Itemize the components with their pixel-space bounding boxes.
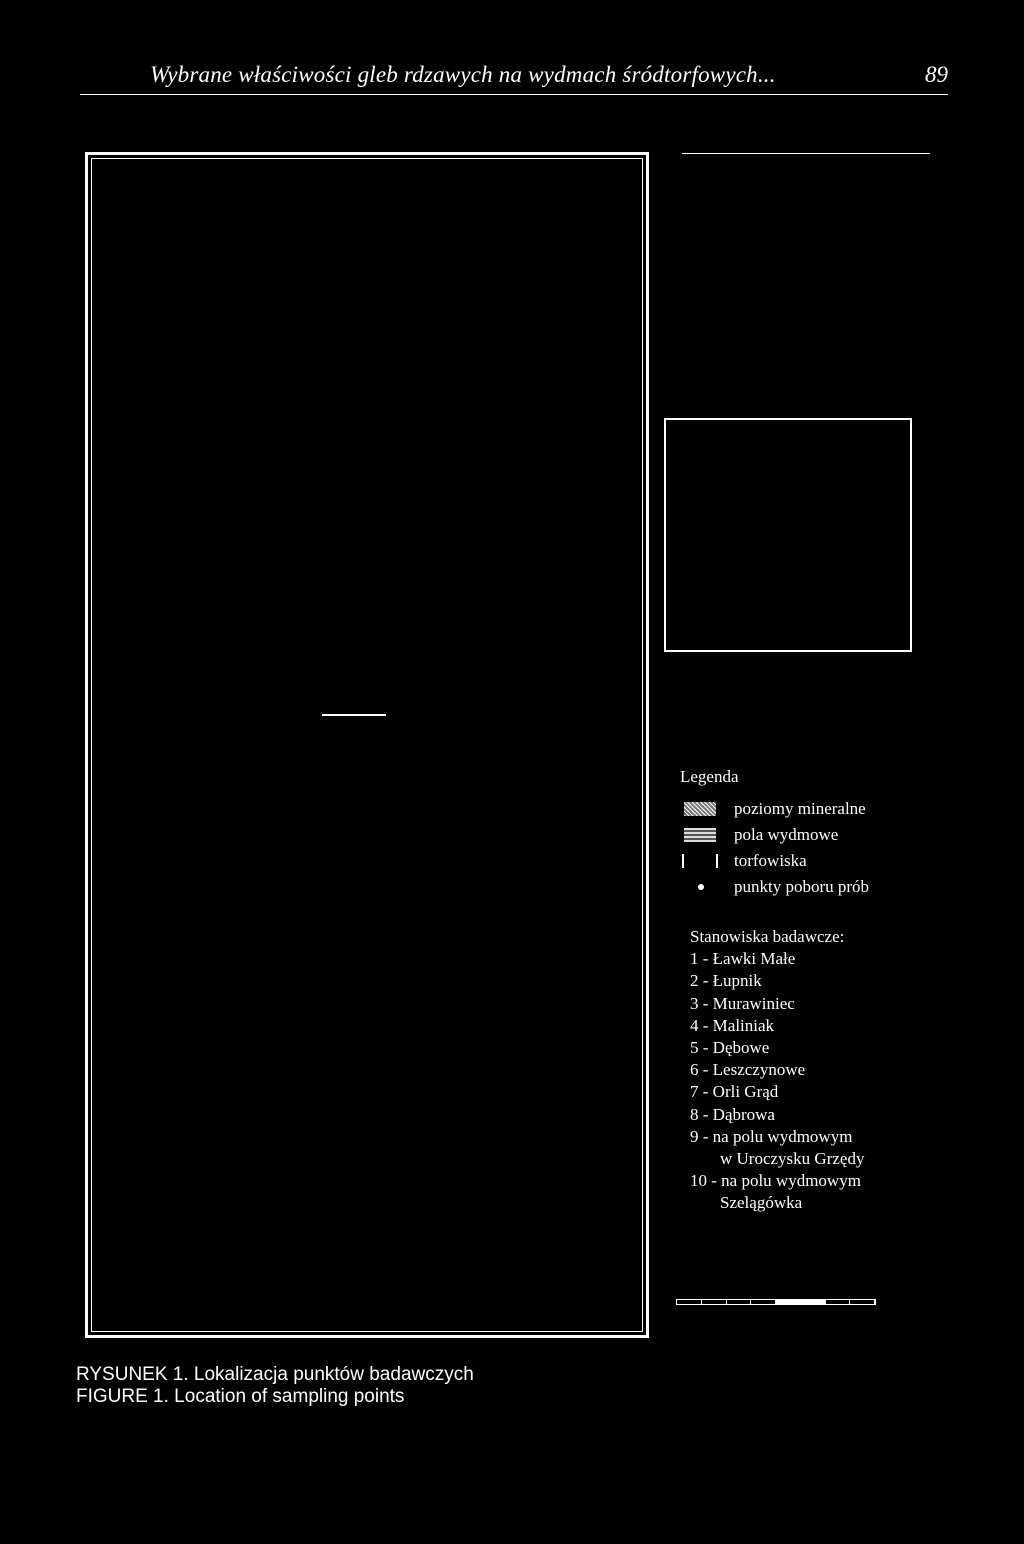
sites-title: Stanowiska badawcze: <box>690 927 845 946</box>
legend-item-peat <box>680 848 1000 874</box>
site-item: 2 - Łupnik <box>690 971 762 991</box>
site-item: 8 - Dąbrowa <box>690 1104 775 1124</box>
page-number: 89 <box>925 62 948 87</box>
legend-item-mineral <box>680 796 1000 822</box>
site-item-continuation: Szelągówka <box>720 1193 803 1213</box>
site-item: 7 - Orli Grąd <box>690 1082 779 1102</box>
legend-item-points <box>680 874 1000 900</box>
scale-segment <box>677 1300 702 1304</box>
map-line-mark <box>322 714 386 716</box>
legend-label: poziomy mineralne <box>734 799 866 818</box>
figure-caption <box>76 1364 474 1408</box>
site-item: 10 - na polu wydmowym <box>690 1171 861 1191</box>
site-item: 3 - Murawiniec <box>690 993 795 1013</box>
legend <box>680 764 1000 900</box>
legend-label: pola wydmowe <box>734 825 839 844</box>
sampling-point-dot-icon <box>698 884 704 890</box>
peatland-swatch-icon <box>682 854 718 868</box>
site-item: 1 - Ławki Małe <box>690 949 796 969</box>
map-top-rule <box>682 153 930 154</box>
site-item: 9 - na polu wydmowym <box>690 1126 853 1146</box>
map-frame <box>85 152 649 1338</box>
legend-label: punkty poboru prób <box>734 877 870 896</box>
research-sites-list <box>690 926 1010 1215</box>
scale-segment <box>751 1300 776 1304</box>
map-inner-border <box>91 158 643 1332</box>
mineral-horizons-swatch-icon <box>684 802 716 816</box>
scale-segment <box>776 1300 801 1304</box>
site-item-continuation: w Uroczysku Grzędy <box>720 1149 865 1169</box>
scale-segment <box>826 1300 851 1304</box>
scale-bar <box>676 1299 876 1305</box>
site-item: 5 - Dębowe <box>690 1038 770 1058</box>
scale-segment <box>801 1300 826 1304</box>
legend-label: torfowiska <box>734 851 807 870</box>
legend-item-dunes <box>680 822 1000 848</box>
running-header <box>80 58 948 95</box>
site-item: 6 - Leszczynowe <box>690 1060 806 1080</box>
running-title: Wybrane właściwości gleb rdzawych na wydmach śródtorfowych... <box>150 62 776 87</box>
scale-segment <box>850 1300 875 1304</box>
caption-english: FIGURE 1. Location of sampling points <box>76 1386 405 1407</box>
caption-polish: RYSUNEK 1. Lokalizacja punktów badawczych <box>76 1364 474 1385</box>
site-item: 4 - Maliniak <box>690 1015 775 1035</box>
scale-segment <box>727 1300 752 1304</box>
scale-segment <box>702 1300 727 1304</box>
inset-map-box <box>664 418 912 652</box>
legend-title: Legenda <box>680 767 739 786</box>
dune-fields-swatch-icon <box>684 828 716 842</box>
